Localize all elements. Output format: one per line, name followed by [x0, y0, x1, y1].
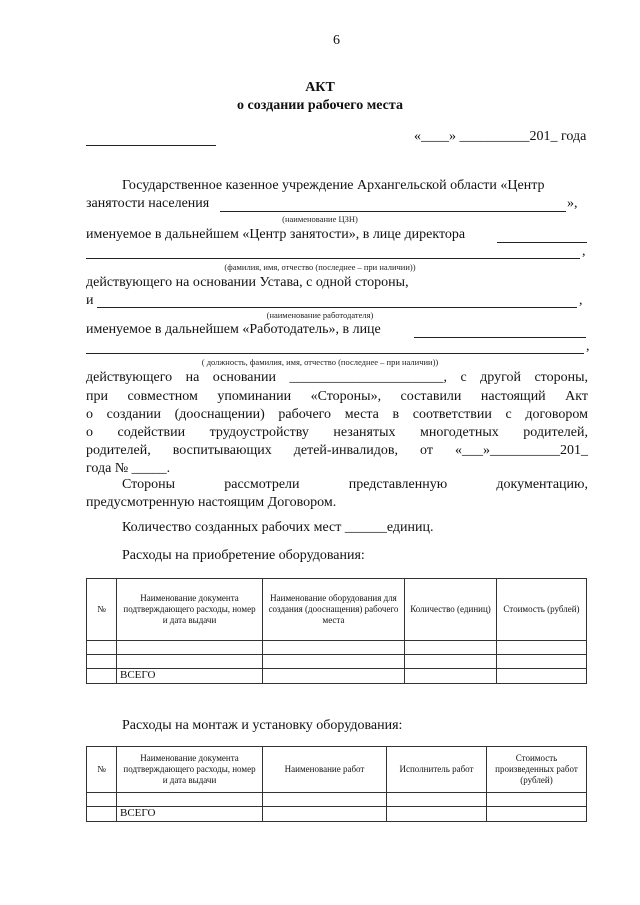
caption-employer: (наименование работодателя): [266, 310, 374, 320]
table-header-cell: Стоимость (рублей): [497, 579, 587, 641]
table-row: [87, 641, 587, 655]
employer-comma: ,: [579, 293, 583, 308]
paragraph-main-line-4: о содействии трудоустройству незанятых многодетных родителей,: [86, 425, 588, 440]
paragraph-main-line-1: действующего на основании ______________________, с другой стороны,: [86, 370, 588, 385]
paragraph-intro-line-2: занятости населения: [86, 196, 210, 211]
document-title: АКТ: [305, 80, 335, 95]
czn-name-blank: [220, 211, 566, 212]
table-header-cell: Количество (единиц): [405, 579, 497, 641]
representative-info-blank: [86, 353, 584, 354]
table-row: [87, 793, 587, 807]
paragraph-intro-line-1: Государственное казенное учреждение Архангельской области «Центр: [122, 178, 545, 193]
paragraph-review-line-2: предусмотренную настоящим Договором.: [86, 495, 337, 510]
caption-czn: (наименование ЦЗН): [282, 214, 358, 224]
total-label: ВСЕГО: [117, 807, 263, 822]
table-header-row: [87, 747, 587, 793]
paragraph-review-line-1: Стороны рассмотрели представленную документацию,: [122, 477, 588, 492]
total-label: ВСЕГО: [117, 669, 263, 684]
header-date: «____» __________201_ года: [414, 129, 587, 144]
employer-prefix: и: [86, 293, 94, 308]
employer-name-blank: [97, 307, 577, 308]
equipment-purchase-table: [86, 578, 587, 684]
paragraph-main-line-2: при совместном упоминании «Стороны», составили настоящий Акт: [86, 389, 588, 404]
caption-position: ( должность, фамилия, имя, отчество (последнее – при наличии)): [201, 357, 439, 367]
table-header-cell: Наименование оборудования для создания (дооснащения) рабочего места: [263, 579, 405, 641]
table-header-cell: Наименование документа подтверждающего расходы, номер и дата выдачи: [117, 579, 263, 641]
document-subtitle: о создании рабочего места: [237, 98, 403, 113]
representative-comma: ,: [586, 339, 590, 354]
table-header-row: [87, 579, 587, 641]
table1-caption: Расходы на приобретение оборудования:: [122, 548, 365, 563]
caption-fio: (фамилия, имя, отчество (последнее – при наличии)): [224, 262, 416, 272]
table-row: [87, 655, 587, 669]
table-header-cell: Исполнитель работ: [387, 747, 487, 793]
paragraph-intro-line-7: именуемое в дальнейшем «Работодатель», в лице: [86, 322, 381, 337]
representative-blank-short: [414, 337, 586, 338]
table-header-cell: Наименование документа подтверждающего расходы, номер и дата выдачи: [117, 747, 263, 793]
paragraph-main-line-5: родителей, воспитывающих детей-инвалидов, от «___»__________201_: [86, 443, 588, 458]
table-header-cell: Наименование работ: [263, 747, 387, 793]
workplaces-count-line: Количество созданных рабочих мест ______единиц.: [122, 520, 434, 535]
czn-closing-quote: »,: [567, 196, 578, 211]
place-blank-line: [86, 145, 216, 146]
paragraph-intro-line-5: действующего на основании Устава, с одной стороны,: [86, 275, 409, 290]
table-total-row: [87, 807, 587, 822]
paragraph-intro-line-3: именуемое в дальнейшем «Центр занятости», в лице директора: [86, 227, 466, 242]
page-number: 6: [333, 33, 340, 48]
table-header-cell: №: [87, 747, 117, 793]
installation-costs-table: [86, 746, 587, 822]
table2-caption: Расходы на монтаж и установку оборудования:: [122, 718, 403, 733]
paragraph-main-line-6: года № _____.: [86, 461, 171, 476]
paragraph-main-line-3: о создании (дооснащении) рабочего места в соответствии с договором: [86, 407, 588, 422]
table-total-row: [87, 669, 587, 684]
table-header-cell: Стоимость произведенных работ (рублей): [487, 747, 587, 793]
director-fio-blank: [86, 258, 580, 259]
director-fio-comma: ,: [582, 244, 586, 259]
director-blank-short: [497, 242, 587, 243]
table-header-cell: №: [87, 579, 117, 641]
